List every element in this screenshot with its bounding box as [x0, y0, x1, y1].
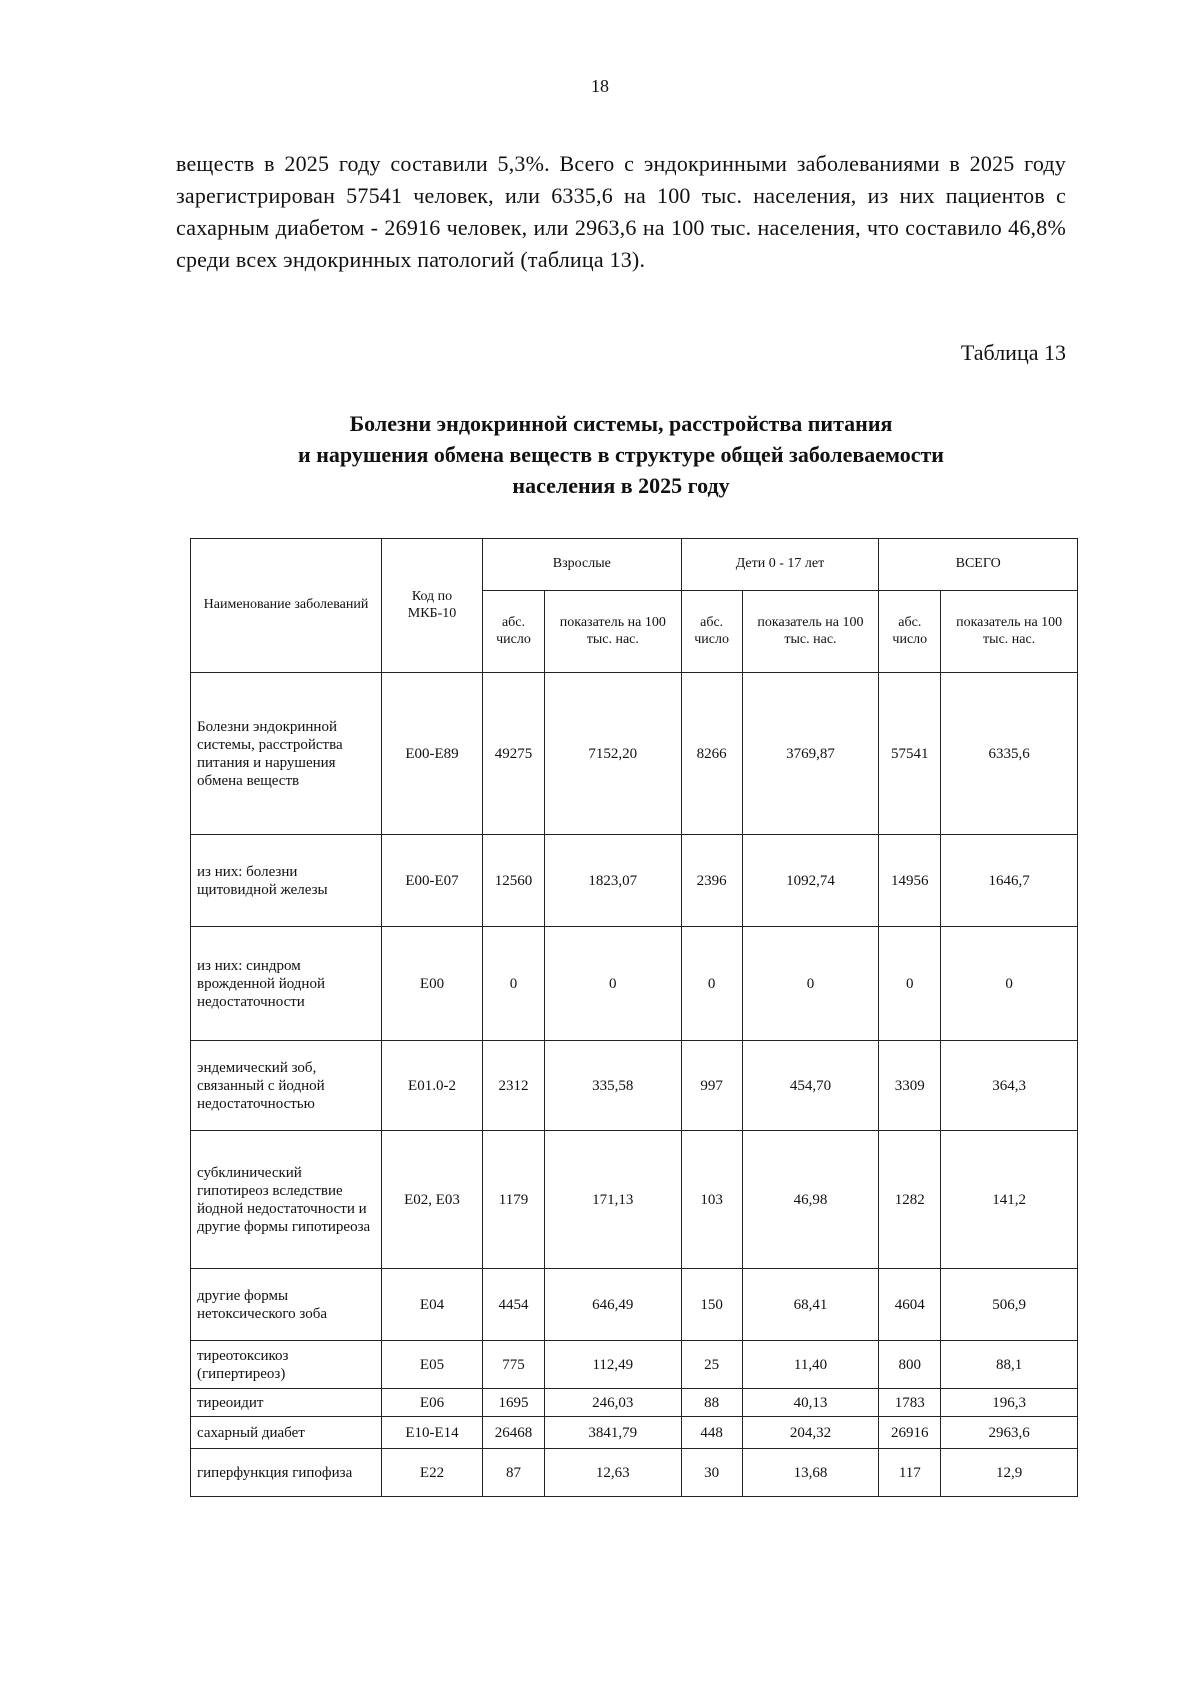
table-row	[191, 673, 1078, 835]
header-total: ВСЕГО	[879, 539, 1078, 591]
cell-name: субклинический гипотиреоз вследствие йодной недостаточности и другие формы гипотиреоза	[191, 1131, 382, 1269]
cell-code: E05	[382, 1341, 483, 1389]
header-children: Дети 0 - 17 лет	[681, 539, 879, 591]
table-row	[191, 1041, 1078, 1131]
cell-name: гиперфункция гипофиза	[191, 1449, 382, 1497]
cell-total-rate: 364,3	[941, 1041, 1078, 1131]
cell-total-abs: 117	[879, 1449, 941, 1497]
header-adults-rate: показатель на 100 тыс. нас.	[544, 591, 681, 673]
cell-adults-abs: 87	[483, 1449, 545, 1497]
cell-children-rate: 13,68	[742, 1449, 879, 1497]
table-row	[191, 1417, 1078, 1449]
cell-code: E02, E03	[382, 1131, 483, 1269]
cell-children-rate: 68,41	[742, 1269, 879, 1341]
cell-name: эндемический зоб, связанный с йодной недостаточностью	[191, 1041, 382, 1131]
cell-adults-abs: 0	[483, 927, 545, 1041]
cell-name: другие формы нетоксического зоба	[191, 1269, 382, 1341]
table-row	[191, 1389, 1078, 1417]
cell-children-rate: 204,32	[742, 1417, 879, 1449]
table-row	[191, 1269, 1078, 1341]
cell-total-rate: 506,9	[941, 1269, 1078, 1341]
header-disease-name: Наименование заболеваний	[191, 539, 382, 673]
cell-adults-abs: 49275	[483, 673, 545, 835]
cell-children-rate: 40,13	[742, 1389, 879, 1417]
table-row	[191, 835, 1078, 927]
header-children-abs: абс. число	[681, 591, 742, 673]
table-title-line: населения в 2025 году	[512, 473, 730, 498]
cell-children-abs: 0	[681, 927, 742, 1041]
cell-children-rate: 3769,87	[742, 673, 879, 835]
cell-adults-rate: 171,13	[544, 1131, 681, 1269]
cell-children-rate: 1092,74	[742, 835, 879, 927]
cell-code: E10-E14	[382, 1417, 483, 1449]
cell-total-abs: 0	[879, 927, 941, 1041]
table-body	[191, 673, 1078, 1497]
cell-total-rate: 6335,6	[941, 673, 1078, 835]
cell-children-abs: 448	[681, 1417, 742, 1449]
cell-code: E00-E89	[382, 673, 483, 835]
cell-name: тиреотоксикоз (гипертиреоз)	[191, 1341, 382, 1389]
cell-total-abs: 3309	[879, 1041, 941, 1131]
cell-children-abs: 8266	[681, 673, 742, 835]
cell-total-abs: 4604	[879, 1269, 941, 1341]
cell-name: Болезни эндокринной системы, расстройства питания и нарушения обмена веществ	[191, 673, 382, 835]
cell-code: E00	[382, 927, 483, 1041]
cell-total-abs: 1783	[879, 1389, 941, 1417]
cell-name: тиреоидит	[191, 1389, 382, 1417]
cell-total-rate: 141,2	[941, 1131, 1078, 1269]
cell-children-abs: 88	[681, 1389, 742, 1417]
cell-adults-rate: 112,49	[544, 1341, 681, 1389]
cell-total-abs: 1282	[879, 1131, 941, 1269]
cell-total-rate: 1646,7	[941, 835, 1078, 927]
cell-adults-abs: 2312	[483, 1041, 545, 1131]
header-icd-code: Код по МКБ-10	[382, 539, 483, 673]
cell-total-abs: 14956	[879, 835, 941, 927]
cell-adults-rate: 646,49	[544, 1269, 681, 1341]
table-title-line: Болезни эндокринной системы, расстройства питания	[349, 411, 893, 436]
table-row	[191, 1131, 1078, 1269]
cell-children-rate: 454,70	[742, 1041, 879, 1131]
table-title	[176, 408, 1066, 501]
cell-children-rate: 46,98	[742, 1131, 879, 1269]
body-paragraph: веществ в 2025 году составили 5,3%. Всего с эндокринными заболеваниями в 2025 году зарегистрирован 57541 человек, или 6335,6 на 100 тыс. населения, из них пациентов с сахарным диабетом - 26916 человек, или 2963,6 на 100 тыс. населения, что составило 46,8% среди всех эндокринных патологий (таблица 13).	[176, 151, 1066, 272]
header-adults-abs: абс. число	[483, 591, 545, 673]
table-row	[191, 1341, 1078, 1389]
header-total-abs: абс. число	[879, 591, 941, 673]
cell-adults-rate: 246,03	[544, 1389, 681, 1417]
cell-total-abs: 26916	[879, 1417, 941, 1449]
header-adults: Взрослые	[483, 539, 682, 591]
cell-children-abs: 150	[681, 1269, 742, 1341]
header-children-rate: показатель на 100 тыс. нас.	[742, 591, 879, 673]
cell-total-rate: 12,9	[941, 1449, 1078, 1497]
cell-total-abs: 800	[879, 1341, 941, 1389]
cell-children-rate: 11,40	[742, 1341, 879, 1389]
cell-adults-abs: 12560	[483, 835, 545, 927]
cell-adults-abs: 1695	[483, 1389, 545, 1417]
table-caption: Таблица 13	[960, 340, 1066, 365]
cell-code: E04	[382, 1269, 483, 1341]
cell-adults-abs: 4454	[483, 1269, 545, 1341]
cell-adults-rate: 3841,79	[544, 1417, 681, 1449]
cell-total-rate: 0	[941, 927, 1078, 1041]
page-number: 18	[591, 76, 609, 96]
table-row	[191, 1449, 1078, 1497]
cell-adults-rate: 335,58	[544, 1041, 681, 1131]
cell-children-abs: 103	[681, 1131, 742, 1269]
cell-adults-rate: 12,63	[544, 1449, 681, 1497]
cell-name: из них: болезни щитовидной железы	[191, 835, 382, 927]
cell-total-abs: 57541	[879, 673, 941, 835]
cell-name: из них: синдром врожденной йодной недостаточности	[191, 927, 382, 1041]
header-total-rate: показатель на 100 тыс. нас.	[941, 591, 1078, 673]
cell-code: E00-E07	[382, 835, 483, 927]
cell-adults-abs: 775	[483, 1341, 545, 1389]
cell-children-rate: 0	[742, 927, 879, 1041]
cell-adults-abs: 26468	[483, 1417, 545, 1449]
cell-code: E22	[382, 1449, 483, 1497]
cell-adults-rate: 7152,20	[544, 673, 681, 835]
cell-children-abs: 30	[681, 1449, 742, 1497]
cell-total-rate: 196,3	[941, 1389, 1078, 1417]
cell-adults-abs: 1179	[483, 1131, 545, 1269]
table-header-row	[191, 539, 1078, 591]
cell-code: E01.0-2	[382, 1041, 483, 1131]
cell-total-rate: 2963,6	[941, 1417, 1078, 1449]
morbidity-table	[190, 538, 1078, 1497]
cell-children-abs: 997	[681, 1041, 742, 1131]
table-row	[191, 927, 1078, 1041]
cell-name: сахарный диабет	[191, 1417, 382, 1449]
cell-total-rate: 88,1	[941, 1341, 1078, 1389]
cell-adults-rate: 0	[544, 927, 681, 1041]
cell-code: E06	[382, 1389, 483, 1417]
cell-adults-rate: 1823,07	[544, 835, 681, 927]
table-title-line: и нарушения обмена веществ в структуре общей заболеваемости	[298, 442, 944, 467]
cell-children-abs: 2396	[681, 835, 742, 927]
cell-children-abs: 25	[681, 1341, 742, 1389]
